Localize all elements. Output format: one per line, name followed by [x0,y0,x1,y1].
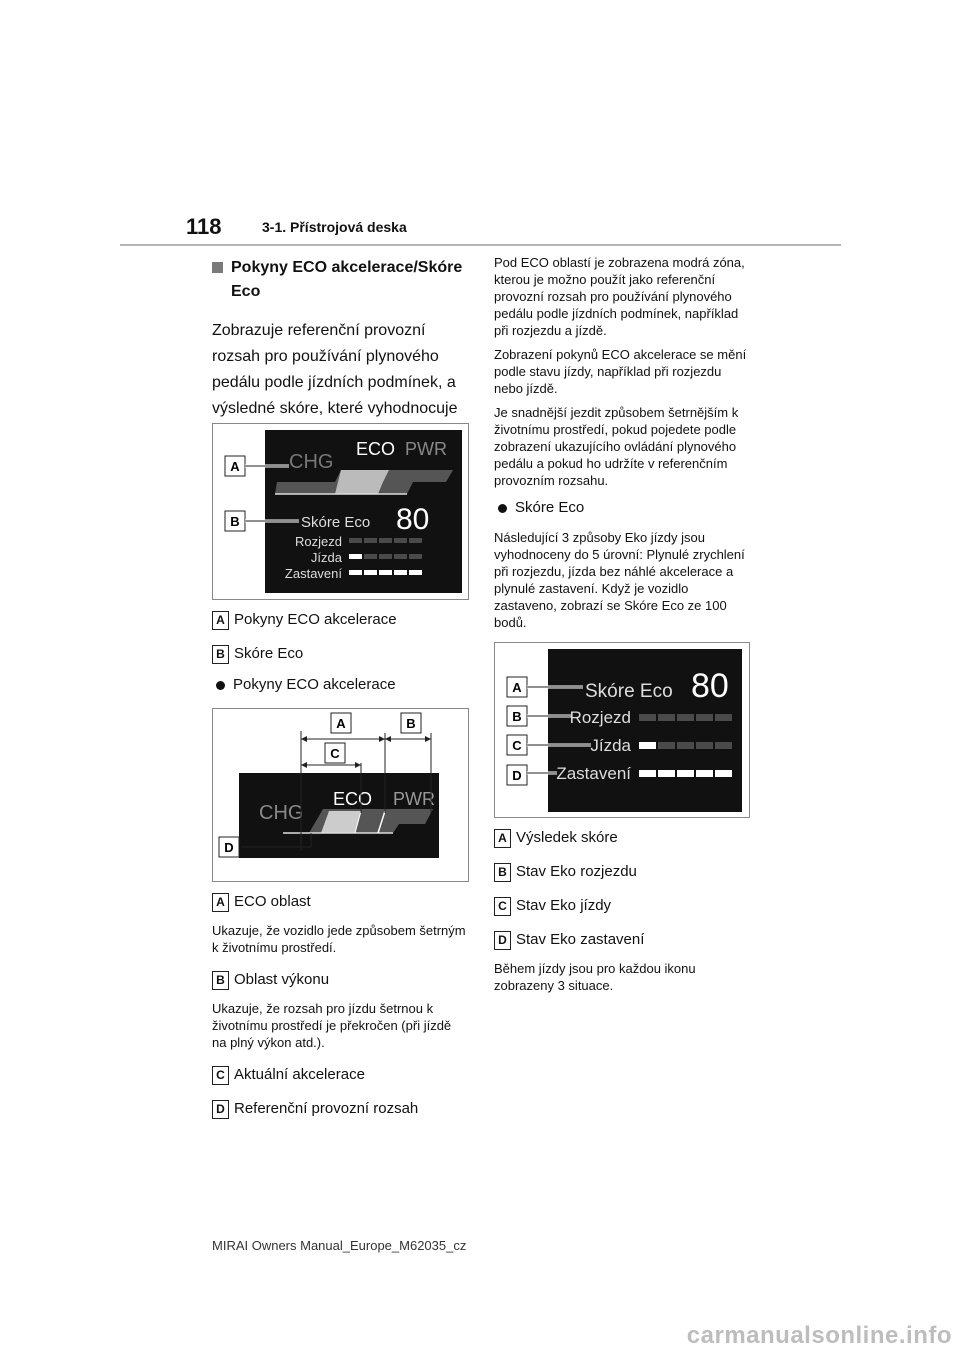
figure-eco-guide-overview [212,423,469,600]
legend-item-a: A ECO oblast [212,892,468,912]
score-value: 80 [396,503,430,536]
callout-c-letter: C [330,746,340,761]
fig3-legend [494,828,752,994]
score-segment [349,570,362,575]
score-segment [639,714,656,721]
score-segment [658,742,675,749]
callout-d-letter: D [224,840,234,855]
callout-c-letter: C [512,738,522,753]
paragraph-blue-zone: Pod ECO oblastí je zobrazena modrá zóna, kterou je možno použít jako referenční provozní rozsah pro používání plynového pedálu podle jízdních podmínek, například při rozjezdu a jízdě. [494,255,745,338]
score-segment [677,714,694,721]
score-segment [409,538,422,543]
legend-item-a: A Výsledek skóre [494,828,752,848]
header-rule [120,244,841,246]
legend-item-a: A Pokyny ECO akcelerace [212,610,468,630]
left-text-top [212,256,468,448]
score-segment [394,538,407,543]
score-segment [364,538,377,543]
callout-d-letter: D [512,768,522,783]
score-segment [394,570,407,575]
row-label-rozjezd: Rozjezd [569,708,631,727]
fig1-legend [212,610,468,696]
score-segment [696,770,713,777]
row-label-jizda: Jízda [590,736,631,755]
score-segment [379,538,392,543]
legend-item-b: B Stav Eko rozjezdu [494,862,752,882]
legend-item-b: B Oblast výkonu [212,970,468,990]
eco-label: ECO [333,789,373,809]
bullet-dot-icon [498,504,507,513]
score-segment [394,554,407,559]
score-label: Skóre Eco [585,681,673,702]
score-segment [696,742,713,749]
score-segment [696,714,713,721]
legend-desc-a: Ukazuje, že vozidlo jede způsobem šetrným k životnímu prostředí. [212,923,466,955]
score-segment [715,714,732,721]
callout-b-letter: B [512,709,522,724]
legend-desc-b: Ukazuje, že rozsah pro jízdu šetrnou k životnímu prostředí je překročen (při jízdě na plný výkon atd.). [212,1001,452,1050]
score-segment [379,570,392,575]
score-segment [409,554,422,559]
paragraph-easier-driving: Je snadnější jezdit způsobem šetrnějším k životnímu prostředí, pokud pojedete podle zobrazení ukazujícího ovládání plynového pedálu a pokud ho udržíte v referenčním provozním rozsahu. [494,405,739,488]
eco-label: ECO [356,439,396,459]
score-segment [639,742,656,749]
chg-label: CHG [259,802,304,824]
pwr-label: PWR [405,439,447,459]
score-segment [364,570,377,575]
section-title: 3-1. Přístrojová deska [262,219,407,235]
callout-b-letter: B [230,514,240,529]
score-segment [658,770,675,777]
fig2-legend [212,892,468,1119]
footer-manual-id: MIRAI Owners Manual_Europe_M62035_cz [212,1238,467,1253]
paragraph-situations: Během jízdy jsou pro každou ikonu zobrazeny 3 situace. [494,961,696,993]
row-label-rozjezd: Rozjezd [295,534,342,549]
score-label: Skóre Eco [301,514,371,531]
figure-eco-guide-detail [212,708,469,882]
chg-label: CHG [289,451,334,473]
legend-item-c: C Aktuální akcelerace [212,1065,468,1085]
score-segment [409,570,422,575]
row-label-zastaveni: Zastavení [556,764,631,783]
page-number: 118 [186,214,222,239]
bullet-dot-icon [216,681,225,690]
pwr-label: PWR [393,789,435,809]
callout-a-letter: A [230,459,240,474]
bullet-eco-score: Skóre Eco [494,497,752,519]
paragraph-score-levels: Následující 3 způsoby Eko jízdy jsou vyhodnoceny do 5 úrovní: Plynulé zrychlení při rozjezdu, jízda bez náhlé akcelerace a plynulé zastavení. Když je vozidlo zastaveno, zobrazí se Skóre Eco ze 100 bodů. [494,530,745,630]
score-segment [677,770,694,777]
score-segment [677,742,694,749]
figure-eco-score [494,642,750,818]
row-label-zastaveni: Zastavení [284,566,342,581]
callout-a-letter: A [512,680,522,695]
score-segment [658,714,675,721]
legend-item-b: B Skóre Eco [212,644,468,664]
callout-b-letter: B [406,716,416,731]
score-segment [349,538,362,543]
subsection-heading: Pokyny ECO akcelerace/Skóre Eco [212,256,468,304]
paragraph-display-changes: Zobrazení pokynů ECO akcelerace se mění podle stavu jízdy, například při rozjezdu nebo jízdě. [494,347,747,396]
score-segment [715,770,732,777]
intro-paragraph: Zobrazuje referenční provozní rozsah pro používání plynového pedálu podle jízdních podmínek, a výsledné skóre, které vyhodnocuje [212,322,458,417]
legend-item-c: C Stav Eko jízdy [494,896,752,916]
score-segment [639,770,656,777]
legend-item-d: D Referenční provozní rozsah [212,1099,468,1119]
row-label-jizda: Jízda [310,550,342,565]
legend-item-d: D Stav Eko zastavení [494,930,752,950]
score-segment [364,554,377,559]
bullet-eco-guide: Pokyny ECO akcelerace [212,674,468,696]
watermark: carmanualsonline.info [686,1322,952,1349]
score-segment [379,554,392,559]
square-bullet-icon [212,262,223,273]
score-value: 80 [691,667,729,705]
right-text-top [494,254,752,631]
score-segment [715,742,732,749]
score-segment [349,554,362,559]
callout-a-letter: A [336,716,346,731]
